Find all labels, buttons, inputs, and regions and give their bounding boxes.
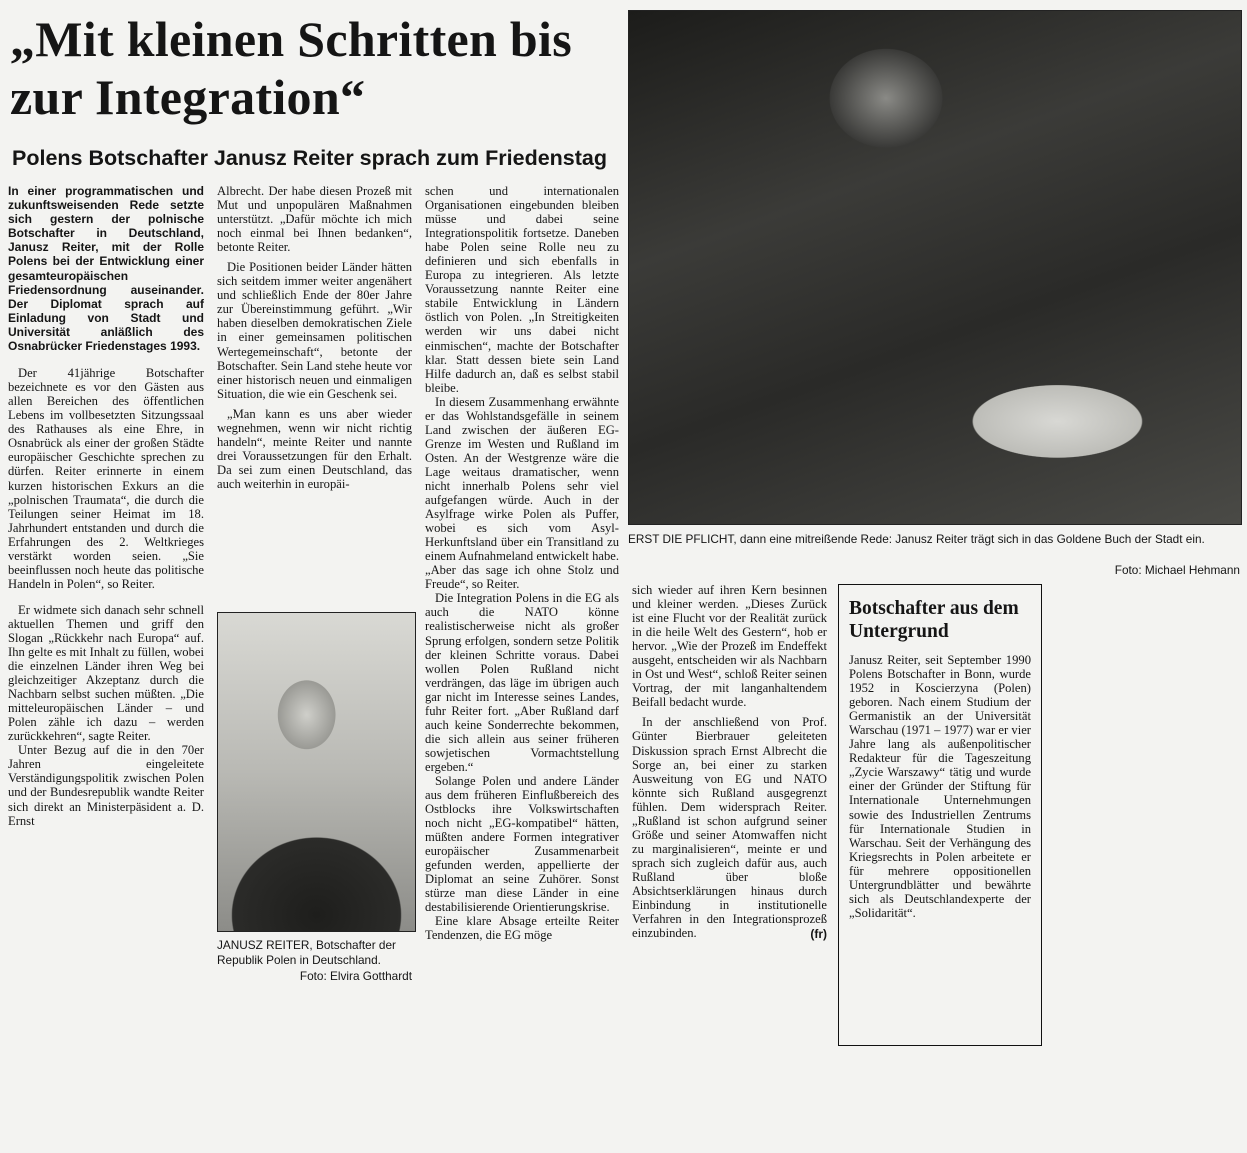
portrait-caption: [217, 938, 415, 968]
article-lead: In einer programmatischen und zukunftsweisenden Rede setzte sich gestern der polnische Botschafter in Deutschland, Janusz Reiter, mit der Rolle Polens bei der Entwicklung einer gesamteuropäischen Friedensordnung auseinander. Der Diplomat sprach auf Einladung von Stadt und Universität anläßlich des Osnabrücker Friedenstages 1993.: [8, 184, 204, 354]
main-photo-credit: Foto: Michael Hehmann: [1114, 563, 1240, 577]
paragraph: Er widmete sich danach sehr schnell aktuellen Themen und griff den Slogan „Rückkehr nach Europa“ auf. Ihn gelte es mit Inhalt zu füllen, wobei die einzelnen Länder ihren Weg bei gleichzeitiger Akzeptanz durch die Nachbarn selbst suchen müßten. „Die mitteleuropäischen Länder – und Polen zähle ich dazu – werden zurückkehren“, sagte Reiter.: [8, 602, 204, 744]
main-photo: [628, 10, 1242, 525]
portrait-caption-text: Botschafter der Republik Polen in Deutschland.: [217, 938, 396, 967]
portrait-credit: Foto: Elvira Gotthardt: [299, 969, 412, 983]
main-caption-text: dann eine mitreißende Rede: Janusz Reiter trägt sich in das Goldene Buch der Stadt ein.: [736, 532, 1205, 546]
column-2: [217, 184, 412, 491]
paragraph: schen und internationalen Organisationen eingebunden bleiben müsse und dabei seine Integrationspolitik fortsetze. Daneben habe Polen seine Rolle neu zu definieren und sich ebenfalls in Europa zu integrieren. Als letzte Voraussetzung nannte Reiter eine stabile Entwicklung in Ländern östlich von Polen. „In Streitigkeiten werden wir uns dabei nicht einmischen“, machte der Botschafter klar. Statt dessen biete sein Land Hilfe dadurch an, daß es selbst stabil bleibe.: [425, 184, 619, 395]
column-1: [8, 184, 204, 828]
portrait-photo: [217, 612, 416, 932]
info-box-text: Janusz Reiter, seit September 1990 Polens Botschafter in Bonn, wurde 1952 in Koscierzyna (Polen) geboren. Nach einem Studium der Germanistik an der Universität Warschau (1971 – 1977) war er vier Jahre lang als außenpolitischer Redakteur für die Tageszeitung „Zycie Warszawy“ tätig und wurde einer der Gründer der Stiftung für Internationale Unternehmungen sowie des Industriellen Zentrums für Internationale Studien in Warschau. Seit der Verhängung des Kriegsrechts in Polen arbeitete er für mehrere oppositionellen Untergrundblätter und bewährte sich als Deutschlandexperte der „Solidarität“.: [849, 653, 1031, 920]
paragraph: Unter Bezug auf die in den 70er Jahren eingeleitete Verständigungspolitik zwischen Polen und der Bundesrepublik wandte Reiter sich direkt an Ministerpäsident a. D. Ernst: [8, 743, 204, 828]
info-box-title: Botschafter aus dem Untergrund: [849, 598, 1019, 642]
subheadline: Polens Botschafter Janusz Reiter sprach zum Friedenstag: [12, 146, 607, 170]
headline: „Mit kleinen Schritten bis zur Integration“: [10, 11, 572, 125]
paragraph: In diesem Zusammenhang erwähnte er das Wohlstandsgefälle in seinem Land zwischen der äußeren EG-Grenze im Westen und Rußland im Osten. An der Westgrenze wäre die Lage weitaus dramatischer, wenn nicht innerhalb Polens sehr viel aufgefangen würde. Auch in der Asylfrage wirke Polen als Puffer, wobei es sich vom Asyl-Herkunftsland über ein Transitland zu einem Aufnahmeland entwickelt habe. „Aber das sage ich ohne Stolz und Freude“, so Reiter.: [425, 394, 619, 592]
paragraph: Der 41jährige Botschafter bezeichnete es vor den Gästen aus allen Bereichen des öffentlichen Lebens im vollbesetzten Sitzungssaal des Rathauses als eine Ehre, in Osnabrück als einer der großen Städte europäischer Geschichte sprechen zu dürfen. Reiter erinnerte in einem kurzen historischen Exkurs an die „polnischen Traumata“, die durch die Teilungen seiner Heimat im 18. Jahrhundert entstanden und durch die Erfahrungen des 2. Weltkrieges verstärkt worden seien. „Sie beeinflussen noch heute das politische Handeln in Polen“, so Reiter.: [8, 366, 204, 591]
paragraph: Die Integration Polens in die EG als auch die NATO könne realistischerweise nicht als großer Sprung erfolgen, sondern setze Politik der kleinen Schritte voraus. Dabei wollen Polen Rußland nicht verdrängen, das läge im übrigen auch gar nicht im Interesse seines Landes, fuhr Reiter fort. „Aber Rußland darf auch keine Sonderrechte bekommen, die sich allein aus seiner früheren sowjetischen Vormachtstellung ergeben.“: [425, 591, 619, 774]
paragraph: Solange Polen und andere Länder aus dem früheren Einflußbereich des Ostblocks ihre Volkswirtschaften noch nicht „EG-kompatibel“ hätten, müßten andere Formen integrativer europäischer Zusammenarbeit gefunden werden, appellierte der Diplomat an seine Zuhörer. Sonst stürze man diese Länder in eine destabilisierende Orientierungskrise.: [425, 773, 619, 915]
column-3: [425, 184, 619, 943]
paragraph: In der anschließend von Prof. Günter Bierbrauer geleiteten Diskussion sprach Ernst Albrecht die Sorge an, bei einer zu starken Ausweitung von EG und NATO könnte sich Rußland ausgegrenzt fühlen. Dem widersprach Reiter. „Rußland ist schon aufgrund seiner Größe und seiner Atomwaffen nicht zu marginalisieren“, meinte er und sprach sich zugleich dafür aus, auch Rußland über bloße Absichtserklärungen hinaus durch Einbindung in institutionelle Verfahren in den Integrationsprozeß einzubinden.: [632, 715, 827, 941]
author-signature: (fr): [810, 927, 827, 942]
info-box: [838, 584, 1042, 1046]
paragraph: „Man kann es uns aber wieder wegnehmen, wenn wir nicht richtig handeln“, meinte Reiter und nannte drei Voraussetzungen für den Erhalt. Da sei zum einen Deutschland, das auch weiterhin in europäi-: [217, 406, 412, 491]
paragraph: Eine klare Absage erteilte Reiter Tendenzen, die EG möge: [425, 914, 619, 943]
paragraph: sich wieder auf ihren Kern besinnen und kleiner werden. „Dieses Zurück ist eine Flucht vor der Realität zurück in die heile Welt des Gestern“, hob er hervor. „Wie der Prozeß im Endeffekt ausgeht, entscheiden wir als Nachbarn in Ost und West“, schloß Reiter seinen Vortrag, der mit langanhaltendem Beifall bedacht wurde.: [632, 583, 827, 710]
paragraph: Albrecht. Der habe diesen Prozeß mit Mut und unpopulären Maßnahmen unterstützt. „Dafür möchte ich mich noch einmal bei Ihnen bedanken“, betonte Reiter.: [217, 184, 412, 255]
portrait-caption-name: JANUSZ REITER,: [217, 938, 313, 952]
main-photo-caption: [628, 532, 1242, 547]
paragraph: Die Positionen beider Länder hätten sich seitdem immer weiter angenähert und schließlich Ende der 80er Jahre zur Übereinstimmung geführt. „Wir haben dieselben demokratischen Ziele in einer gemeinsamen politischen Wertegemeinschaft“, betonte der Botschafter. Sein Land stehe heute vor einer historisch neuen und einmaligen Situation, die wie ein Geschenk sei.: [217, 260, 412, 401]
column-4: [632, 583, 827, 941]
main-caption-lead: ERST DIE PFLICHT,: [628, 532, 737, 546]
